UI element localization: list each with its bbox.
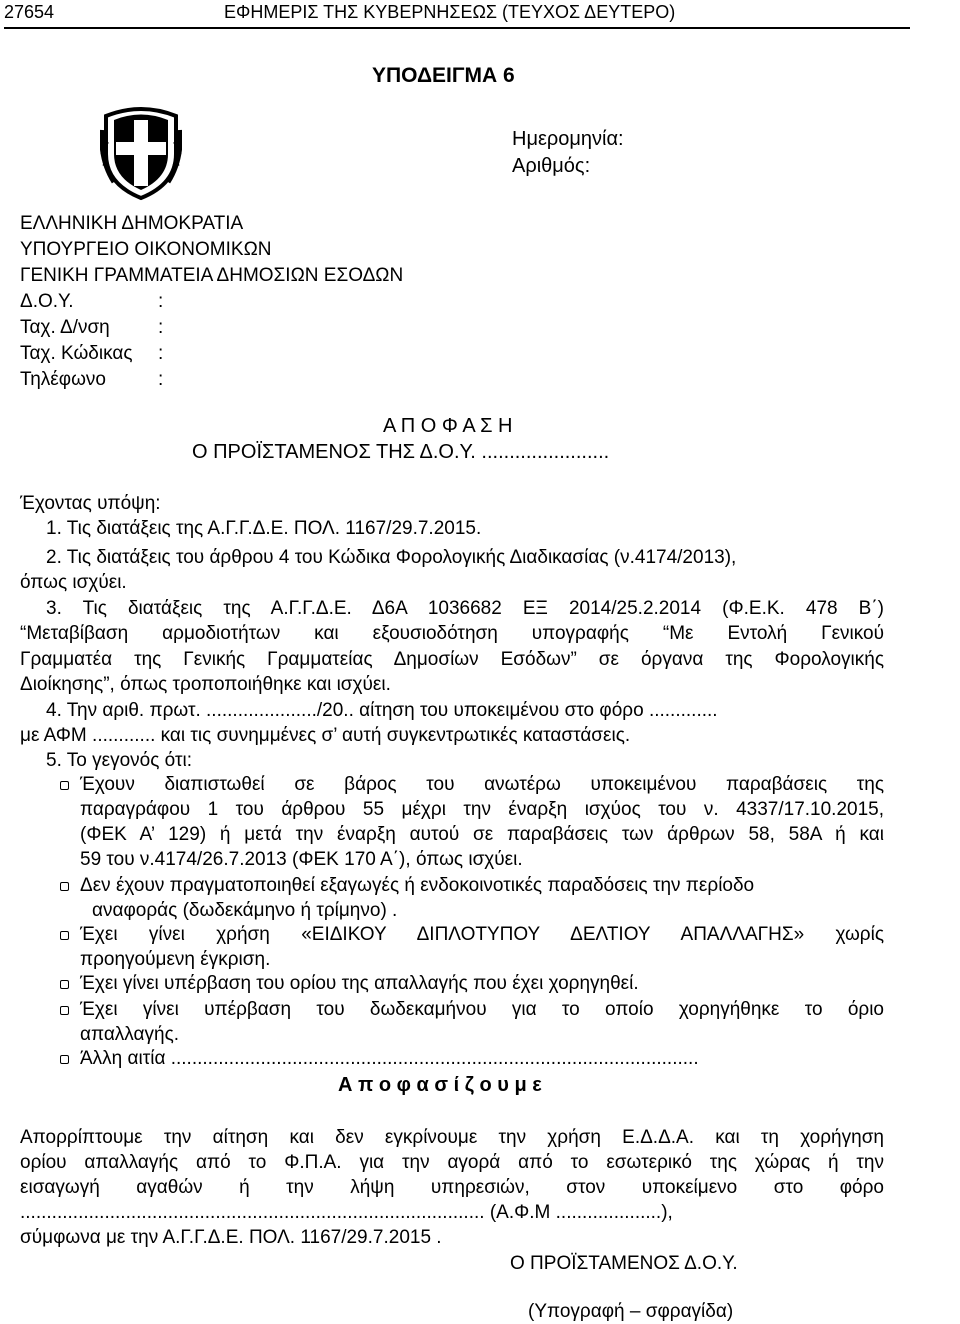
field-sep: : (158, 343, 164, 364)
resolution-text: σύμφωνα με την Α.Γ.Γ.Δ.Ε. ΠΟΛ. 1167/29.7.2015 . (20, 1227, 442, 1248)
field-sep: : (158, 317, 164, 338)
reason-1-cont: (ΦΕΚ Α’ 129) ή μετά την έναρξη αυτού σε παραβάσεις των άρθρων 58, 58Α ή και (80, 824, 884, 845)
reason-2-cont: αναφοράς (δωδεκάμηνο ή τρίμηνο) . (92, 900, 398, 921)
issuer-line: ΕΛΛΗΝΙΚΗ ΔΗΜΟΚΡΑΤΙΑ (20, 213, 244, 234)
resolution-text: Απορρίπτουμε την αίτηση και δεν εγκρίνουμε την χρήση Ε.Δ.Δ.Α. και τη χορήγηση (20, 1127, 884, 1148)
gazette-title: ΕΦΗΜΕΡΙΣ ΤΗΣ ΚΥΒΕΡΝΗΣΕΩΣ (ΤΕΥΧΟΣ ΔΕΥΤΕΡΟ) (224, 2, 676, 22)
checkbox-bullet (60, 882, 69, 891)
decision-authority: Ο ΠΡΟΪΣΤΑΜΕΝΟΣ ΤΗΣ Δ.Ο.Υ. ....................... (192, 441, 610, 463)
signature-role: Ο ΠΡΟΪΣΤΑΜΕΝΟΣ Δ.Ο.Υ. (510, 1253, 738, 1274)
reason-2: Δεν έχουν πραγματοποιηθεί εξαγωγές ή ενδοκοινοτικές παραδόσεις την περίοδο (80, 875, 755, 896)
consideration-4: 4. Την αριθ. πρωτ. ...................../20.. αίτηση του υποκειμένου στο φόρο ............. (46, 700, 718, 721)
header-rule (4, 27, 910, 29)
reason-1-cont: 59 του ν.4174/26.7.2013 (ΦΕΚ 170 Α΄), όπως ισχύει. (80, 849, 523, 870)
reason-4: Έχει γίνει υπέρβαση του ορίου της απαλλαγής που έχει χορηγηθεί. (80, 973, 639, 994)
reason-1-cont: παραγράφου 1 του άρθρου 55 μέχρι την έναρξη ισχύος του ν. 4337/17.10.2015, (80, 799, 884, 820)
reason-1: Έχουν διαπιστωθεί σε βάρος του ανωτέρω υποκειμένου παραβάσεις της (80, 774, 884, 795)
resolution-heading: Α π ο φ α σ ί ζ ο υ μ ε (338, 1074, 542, 1096)
issuer-line: ΥΠΟΥΡΓΕΙΟ ΟΙΚΟΝΟΜΙΚΩΝ (20, 239, 272, 260)
field-label-doy: Δ.Ο.Υ. (20, 291, 74, 312)
reason-5: Έχει γίνει υπέρβαση του δωδεκαμήνου για το οποίο χορηγήθηκε το όριο (80, 999, 884, 1020)
consideration-2-cont: όπως ισχύει. (20, 572, 127, 593)
page-number: 27654 (4, 2, 55, 22)
resolution-text: εισαγωγή αγαθών ή την λήψη υπηρεσιών, στον υποκείμενο στο φόρο (20, 1177, 884, 1198)
resolution-text: ορίου απαλλαγής από το Φ.Π.Α. για την αγορά από το εσωτερικό της χώρας ή την (20, 1152, 884, 1173)
coat-of-arms-emblem (100, 100, 182, 202)
field-sep: : (158, 291, 164, 312)
consideration-3-cont: “Μεταβίβαση αρμοδιοτήτων και εξουσιοδότηση υπογραφής “Με Εντολή Γενικού (20, 623, 884, 644)
checkbox-bullet (60, 781, 69, 790)
resolution-text: ........................................................................................ (Α.Φ.Μ ....................), (20, 1202, 673, 1223)
decision-heading: Α Π Ο Φ Α Σ Η (383, 415, 513, 437)
document-title: ΥΠΟΔΕΙΓΜΑ 6 (372, 64, 515, 87)
checkbox-bullet (60, 1055, 69, 1064)
field-label-phone: Τηλέφωνο (20, 369, 106, 390)
issuer-line: ΓΕΝΙΚΗ ΓΡΑΜΜΑΤΕΙΑ ΔΗΜΟΣΙΩΝ ΕΣΟΔΩΝ (20, 265, 404, 286)
consideration-3-cont: Διοίκησης”, όπως τροποποιήθηκε και ισχύει. (20, 674, 391, 695)
field-label-address: Ταχ. Δ/νση (20, 317, 110, 338)
consideration-2: 2. Τις διατάξεις του άρθρου 4 του Κώδικα Φορολογικής Διαδικασίας (ν.4174/2013), (46, 547, 737, 568)
consideration-1: 1. Τις διατάξεις της Α.Γ.Γ.Δ.Ε. ΠΟΛ. 1167/29.7.2015. (46, 518, 482, 539)
reason-3-cont: προηγούμενη έγκριση. (80, 949, 271, 970)
checkbox-bullet (60, 931, 69, 940)
reason-5-cont: απαλλαγής. (80, 1024, 180, 1045)
date-label: Ημερομηνία: (512, 128, 624, 150)
consideration-4-cont: με ΑΦΜ ............ και τις συνημμένες σ’ αυτή συγκεντρωτικές καταστάσεις. (20, 725, 631, 746)
number-label: Αριθμός: (512, 155, 591, 177)
consideration-3: 3. Τις διατάξεις της Α.Γ.Γ.Δ.Ε. Δ6Α 1036682 ΕΞ 2014/25.2.2014 (Φ.Ε.Κ. 478 Β΄) (46, 598, 884, 619)
field-sep: : (158, 369, 164, 390)
considerations-intro: Έχοντας υπόψη: (20, 493, 161, 514)
field-label-postcode: Ταχ. Κώδικας (20, 343, 133, 364)
checkbox-bullet (60, 980, 69, 989)
reason-3: Έχει γίνει χρήση «ΕΙΔΙΚΟΥ ΔΙΠΛΟΤΥΠΟΥ ΔΕΛΤΙΟΥ ΑΠΑΛΛΑΓΗΣ» χωρίς (80, 924, 884, 945)
signature-note: (Υπογραφή – σφραγίδα) (528, 1301, 734, 1322)
consideration-3-cont: Γραμματέα της Γενικής Γραμματείας Δημοσίων Εσόδων” σε όργανα της Φορολογικής (20, 649, 884, 670)
reason-6: Άλλη αιτία .................................................................................................... (80, 1048, 699, 1069)
checkbox-bullet (60, 1006, 69, 1015)
consideration-5: 5. Το γεγονός ότι: (46, 750, 192, 771)
